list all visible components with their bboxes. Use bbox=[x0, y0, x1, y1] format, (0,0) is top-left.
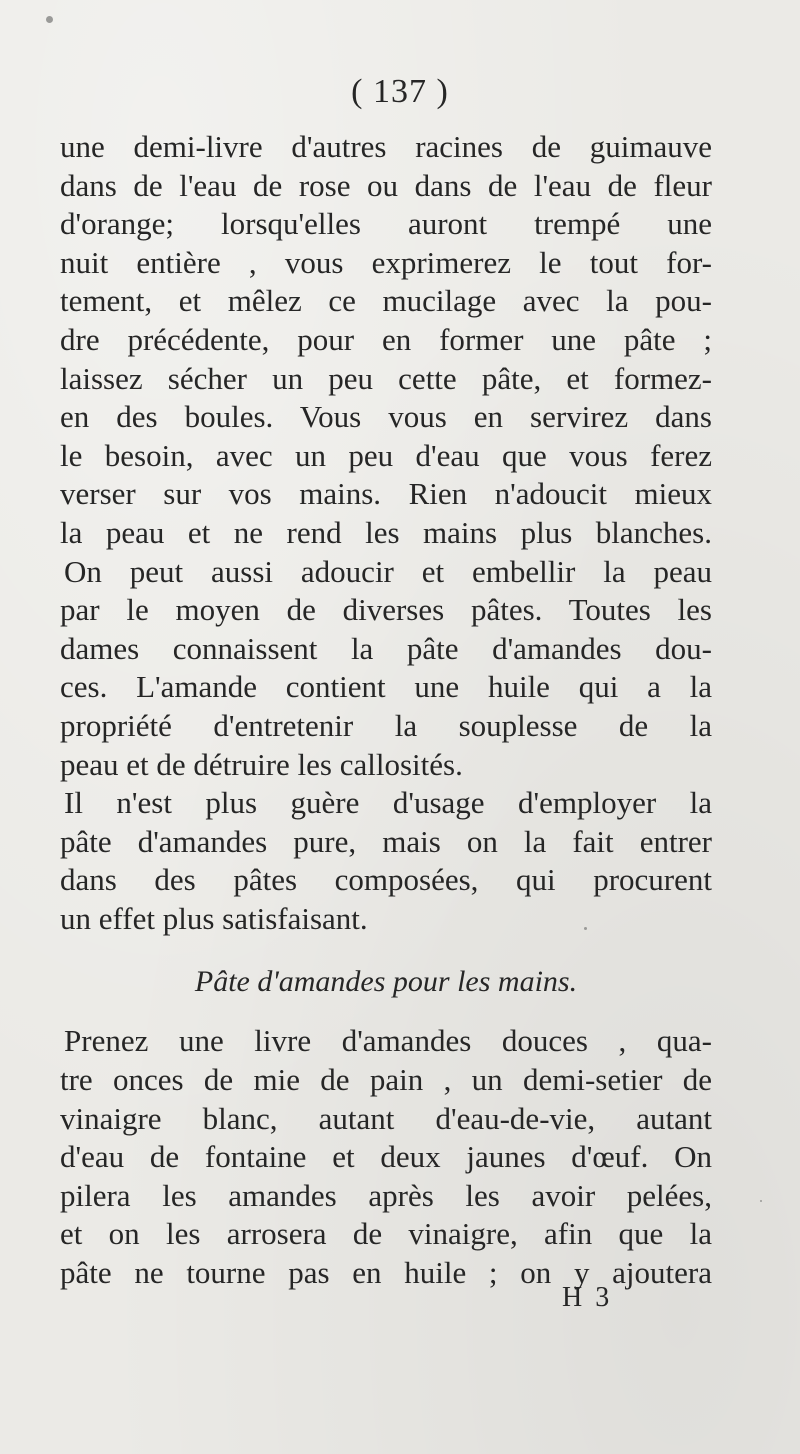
text-line: un effet plus satisfaisant. bbox=[60, 900, 368, 936]
text-line: On peut aussi adoucir et embellir la peau bbox=[64, 553, 712, 589]
text-line: verser sur vos mains. Rien n'adoucit mieux bbox=[60, 476, 712, 512]
section-heading: Pâte d'amandes pour les mains. bbox=[194, 965, 578, 999]
text-line: d'orange; lorsqu'elles auront trempé une bbox=[60, 206, 712, 242]
text-line: Prenez une livre d'amandes douces , qua- bbox=[64, 1023, 712, 1059]
text-line: pâte d'amandes pure, mais on la fait entrer bbox=[60, 823, 712, 859]
text-line: une demi-livre d'autres racines de guimauve bbox=[60, 129, 712, 164]
paragraph-1 bbox=[60, 128, 712, 553]
text-line: dre précédente, pour en former une pâte ; bbox=[60, 321, 712, 357]
signature-mark: H 3 bbox=[562, 1282, 613, 1313]
ink-speck bbox=[46, 16, 53, 23]
text-line: laissez sécher un peu cette pâte, et formez- bbox=[60, 360, 712, 396]
text-line: pilera les amandes après les avoir pelées, bbox=[60, 1177, 712, 1213]
text-line: Il n'est plus guère d'usage d'employer la bbox=[64, 785, 712, 821]
text-line: tement, et mêlez ce mucilage avec la pou- bbox=[60, 283, 712, 319]
text-line: d'eau de fontaine et deux jaunes d'œuf. On bbox=[60, 1139, 712, 1175]
paragraph-3 bbox=[60, 784, 712, 938]
text-line: ces. L'amande contient une huile qui a la bbox=[60, 669, 712, 705]
ink-speck bbox=[760, 1200, 762, 1202]
text-line: peau et de détruire les callosités. bbox=[60, 746, 463, 782]
text-line: pâte ne tourne pas en huile ; on y ajoutera bbox=[60, 1255, 712, 1291]
text-line: nuit entière , vous exprimerez le tout for- bbox=[60, 244, 712, 280]
paragraph-2 bbox=[60, 553, 712, 785]
text-line: tre onces de mie de pain , un demi-setier de bbox=[60, 1062, 712, 1098]
page-body-text bbox=[60, 128, 712, 1293]
text-line: en des boules. Vous vous en servirez dans bbox=[60, 399, 712, 435]
text-line: vinaigre blanc, autant d'eau-de-vie, autant bbox=[60, 1100, 712, 1136]
paragraph-4 bbox=[60, 1022, 712, 1292]
text-line: dames connaissent la pâte d'amandes dou- bbox=[60, 630, 712, 666]
text-line: le besoin, avec un peu d'eau que vous ferez bbox=[60, 437, 712, 473]
text-line: par le moyen de diverses pâtes. Toutes les bbox=[60, 592, 712, 628]
text-line: et on les arrosera de vinaigre, afin que la bbox=[60, 1216, 712, 1252]
text-line: la peau et ne rend les mains plus blanches. bbox=[60, 514, 712, 550]
text-line: dans des pâtes composées, qui procurent bbox=[60, 862, 712, 898]
page-number: ( 137 ) bbox=[351, 73, 449, 110]
text-line: dans de l'eau de rose ou dans de l'eau de fleur bbox=[60, 167, 712, 203]
text-line: propriété d'entretenir la souplesse de la bbox=[60, 707, 712, 743]
